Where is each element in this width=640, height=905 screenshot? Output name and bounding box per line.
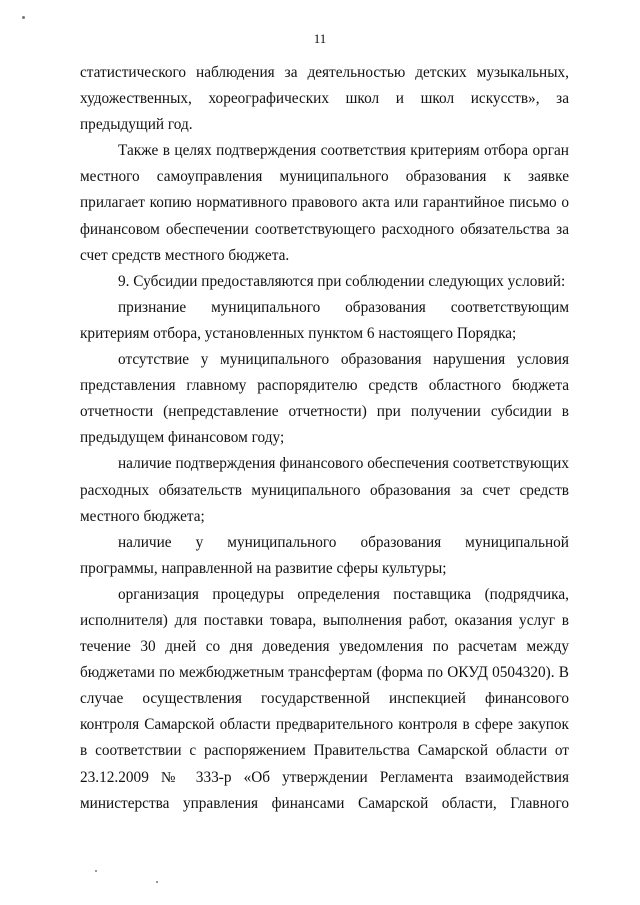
paragraph-condition-program: наличие у муниципального образования муниципальной программы, направленной на развитие сферы культуры; [80,533,569,577]
paragraph-condition-financing: наличие подтверждения финансового обеспечения соответствующих расходных обязательств муниципального образования за счет средств местного бюджета; [80,455,569,525]
scan-speck [95,870,97,872]
page-number: 11 [313,31,327,46]
paragraph-continuation [80,60,569,86]
paragraph-attachments: Также в целях подтверждения соответствия критериям отбора орган местного самоуправления муниципального образования к заявке прилагает копию нормативного правового акта или гарантийное письмо о финансовом обеспечении соответствующего расходного обязательства за счет средств местного бюджета. [80,142,569,264]
paragraph-continuation-line1: статистического наблюдения за деятельностью детских музыкальных, [80,64,569,81]
paragraph-continuation-rest: художественных, хореографических школ и школ искусств», за предыдущий год. [80,90,569,134]
paragraph-conditions-heading: 9. Субсидии предоставляются при соблюдении следующих условий: [118,272,566,290]
document-body [80,60,569,817]
scan-speck [22,16,25,19]
paragraph-condition-recognition: признание муниципального образования соответствующим критериям отбора, установленных пунктом 6 настоящего Порядка; [80,298,569,342]
scan-speck [156,881,158,883]
paragraph-condition-no-violation: отсутствие у муниципального образования нарушения условия представления главному распорядителю средств областного бюджета отчетности (непредставление отчетности) при получении субсидии в предыдущем финансовом году; [80,351,569,447]
paragraph-condition-procurement: организация процедуры определения поставщика (подрядчика, исполнителя) для поставки товара, выполнения работ, оказания услуг в течение 30 дней со дня доведения уведомления по расчетам между бюджетами по межбюджетным трансфертам (форма по ОКУД 0504320). В случае осуществления государственной инспекцией финансового контроля Самарской области предварительного контроля в сфере закупок в соответствии с распоряжением Правительства Самарской области от 23.12.2009 № 333-р «Об утверждении Регламента взаимодействия министерства управления финансами Самарской области, Главного [80,585,569,812]
